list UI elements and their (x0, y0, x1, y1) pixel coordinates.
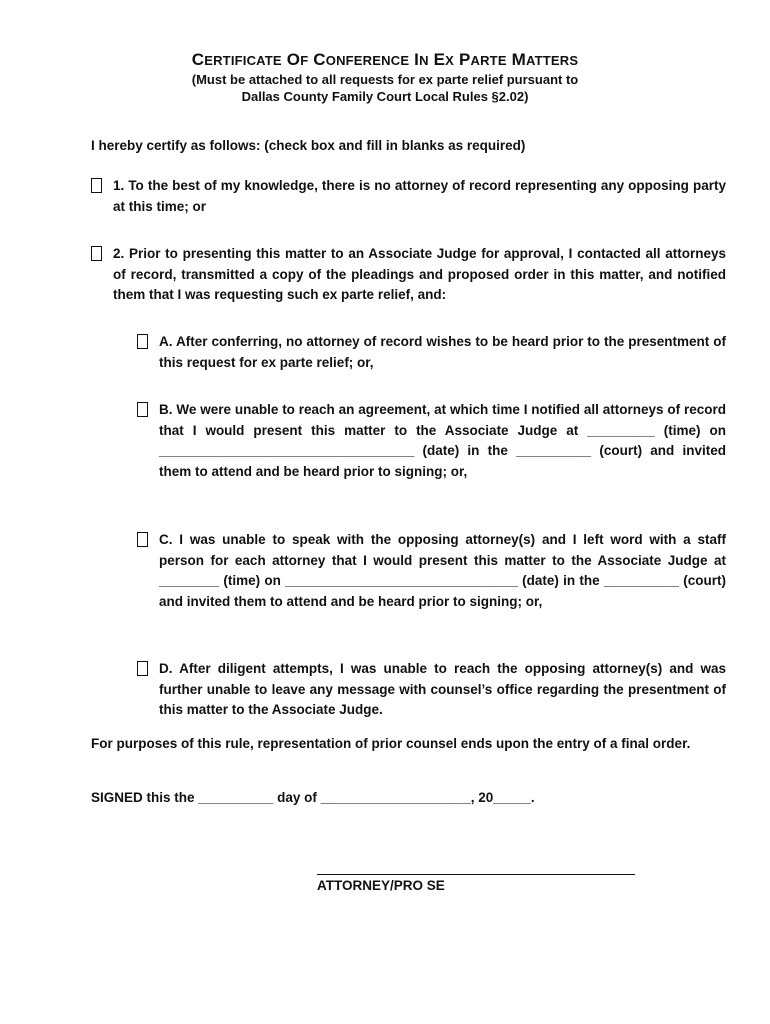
signature-label: ATTORNEY/PRO SE (317, 878, 445, 893)
option-2c (137, 530, 726, 612)
checkbox-option-2a[interactable] (137, 334, 148, 349)
option-2-text: 2. Prior to presenting this matter to an Associate Judge for approval, I contacted all attorneys of record, transmitted a copy of the pleadings and proposed order in this matter, and notified them that I was requesting such ex parte relief, and: (113, 246, 726, 302)
option-2b-text: B. We were unable to reach an agreement, at which time I notified all attorneys of record that I would present this matter to the Associate Judge at _________ (time) on __________________________________ (date) in the __________ (court) and invited them to attend and be heard prior to signing; or, (159, 402, 726, 479)
page-title: CERTIFICATE OF CONFERENCE IN EX PARTE MATTERS (191, 50, 579, 69)
option-2b (137, 400, 726, 482)
checkbox-option-2b[interactable] (137, 402, 148, 417)
signature-line[interactable] (317, 874, 635, 875)
signed-date-line: SIGNED this the __________ day of ____________________, 20_____. (91, 790, 535, 805)
option-2a-text: A. After conferring, no attorney of record wishes to be heard prior to the presentment of this request for ex parte relief; or, (159, 334, 726, 370)
option-2 (91, 244, 726, 306)
option-1 (91, 176, 726, 217)
option-2a (137, 332, 726, 373)
subtitle-line-2: Dallas County Family Court Local Rules §2.02) (241, 89, 529, 104)
option-1-text: 1. To the best of my knowledge, there is no attorney of record representing any opposing party at this time; or (113, 178, 726, 214)
option-2d-text: D. After diligent attempts, I was unable to reach the opposing attorney(s) and was further unable to leave any message with counsel’s office regarding the presentment of this matter to the Associate Judge. (159, 661, 726, 717)
closing-paragraph: For purposes of this rule, representation of prior counsel ends upon the entry of a final order. (91, 736, 691, 751)
subtitle-line-1: (Must be attached to all requests for ex parte relief pursuant to (191, 72, 579, 87)
checkbox-option-2c[interactable] (137, 532, 148, 547)
page-subtitle (0, 71, 770, 105)
intro-text: I hereby certify as follows: (check box and fill in blanks as required) (91, 138, 526, 153)
checkbox-option-2[interactable] (91, 246, 102, 261)
checkbox-option-2d[interactable] (137, 661, 148, 676)
checkbox-option-1[interactable] (91, 178, 102, 193)
option-2d (137, 659, 726, 721)
option-2c-text: C. I was unable to speak with the opposing attorney(s) and I left word with a staff person for each attorney that I would present this matter to the Associate Judge at ________ (time) on _______________________________ (date) in the __________ (court) and invited them to attend and be heard prior to signing; or, (159, 532, 726, 609)
